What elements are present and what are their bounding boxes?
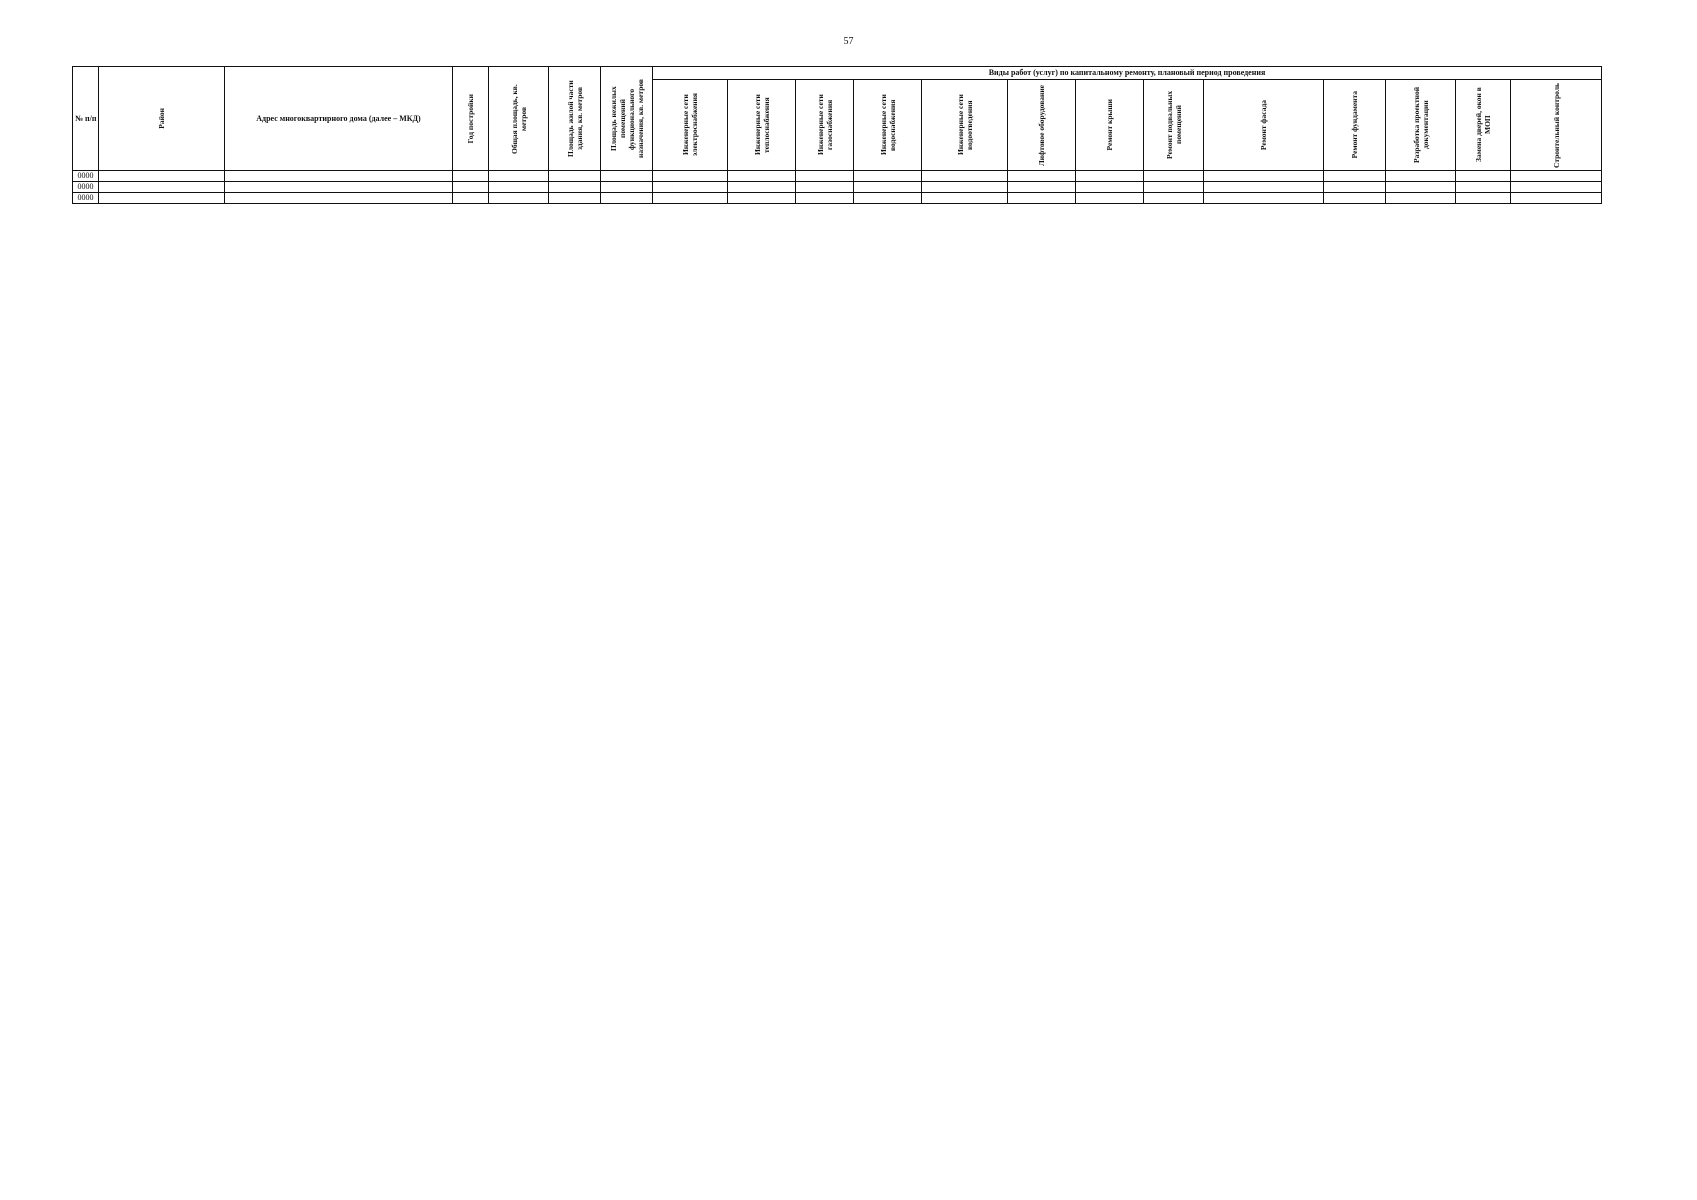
col-work-8: Ремонт подвальных помещений [1164,90,1183,160]
row-work-8 [1144,171,1204,182]
row-work-1 [653,182,728,193]
row-work-13 [1511,171,1602,182]
row-number: 0000 [73,171,99,182]
col-nonliving-area: Площадь нежилых помещений функционального назначения, кв. метров [608,79,645,158]
row-work-4 [854,182,922,193]
row-work-12 [1456,171,1511,182]
row-work-7 [1076,193,1144,204]
works-super-header: Виды работ (услуг) по капитальному ремонту, плановый период проведения [653,67,1602,80]
row-work-3 [796,182,854,193]
col-work-4: Инженерные сети водоснабжения [878,94,897,156]
col-work-13: Строительный контроль [1551,82,1561,168]
row-work-3 [796,171,854,182]
capital-repair-register [72,66,1602,204]
table-row [73,193,1602,204]
col-district: Район [157,108,166,129]
row-work-10 [1324,171,1386,182]
col-year: Год постройки [466,93,475,144]
row-district [99,182,225,193]
register-body [73,171,1602,204]
row-work-12 [1456,193,1511,204]
row-number: 0000 [73,182,99,193]
row-total-area [489,182,549,193]
row-district [99,171,225,182]
register-table [72,66,1602,204]
row-work-7 [1076,171,1144,182]
row-work-9 [1204,171,1324,182]
row-year [453,171,489,182]
row-year [453,182,489,193]
row-work-1 [653,171,728,182]
row-work-6 [1008,193,1076,204]
row-work-4 [854,193,922,204]
col-work-12: Замена дверей, окон в МОП [1474,87,1492,163]
col-work-3: Инженерные сети газоснабжения [815,94,834,156]
row-work-9 [1204,182,1324,193]
col-work-7: Ремонт крыши [1105,99,1114,151]
row-total-area [489,193,549,204]
row-living-area [549,193,601,204]
row-nonliving-area [601,171,653,182]
row-work-6 [1008,182,1076,193]
row-work-4 [854,171,922,182]
col-total-area: Общая площадь, кв. метров [509,83,528,154]
col-work-5: Инженерные сети водоотведения [955,94,974,156]
col-work-11: Разработка проектной документации [1411,86,1430,164]
row-work-13 [1511,193,1602,204]
row-work-11 [1386,193,1456,204]
col-address: Адрес многоквартирного дома (далее – МКД) [225,67,453,171]
row-work-2 [728,182,796,193]
row-work-8 [1144,182,1204,193]
row-work-10 [1324,182,1386,193]
row-living-area [549,171,601,182]
col-number: № п/п [73,67,99,171]
row-total-area [489,171,549,182]
row-work-5 [922,182,1008,193]
row-work-11 [1386,171,1456,182]
row-year [453,193,489,204]
row-address [225,193,453,204]
row-work-6 [1008,171,1076,182]
col-living-area: Площадь жилой части здания, кв. метров [565,80,584,157]
row-work-1 [653,193,728,204]
row-work-2 [728,193,796,204]
row-work-5 [922,171,1008,182]
row-address [225,171,453,182]
row-number: 0000 [73,193,99,204]
col-work-10: Ремонт фундамента [1350,91,1359,159]
row-work-12 [1456,182,1511,193]
table-row [73,182,1602,193]
col-work-2: Инженерные сети теплоснабжения [752,94,771,156]
row-nonliving-area [601,193,653,204]
row-district [99,193,225,204]
row-work-10 [1324,193,1386,204]
row-work-2 [728,171,796,182]
row-work-8 [1144,193,1204,204]
col-work-9: Ремонт фасада [1259,99,1268,151]
row-nonliving-area [601,182,653,193]
row-work-13 [1511,182,1602,193]
page-number: 57 [843,36,854,47]
row-work-3 [796,193,854,204]
col-work-6: Лифтовое оборудование [1037,84,1046,166]
row-work-11 [1386,182,1456,193]
col-work-1: Инженерные сети электроснабжения [681,93,699,157]
row-work-9 [1204,193,1324,204]
row-work-7 [1076,182,1144,193]
row-address [225,182,453,193]
table-row [73,171,1602,182]
row-living-area [549,182,601,193]
row-work-5 [922,193,1008,204]
